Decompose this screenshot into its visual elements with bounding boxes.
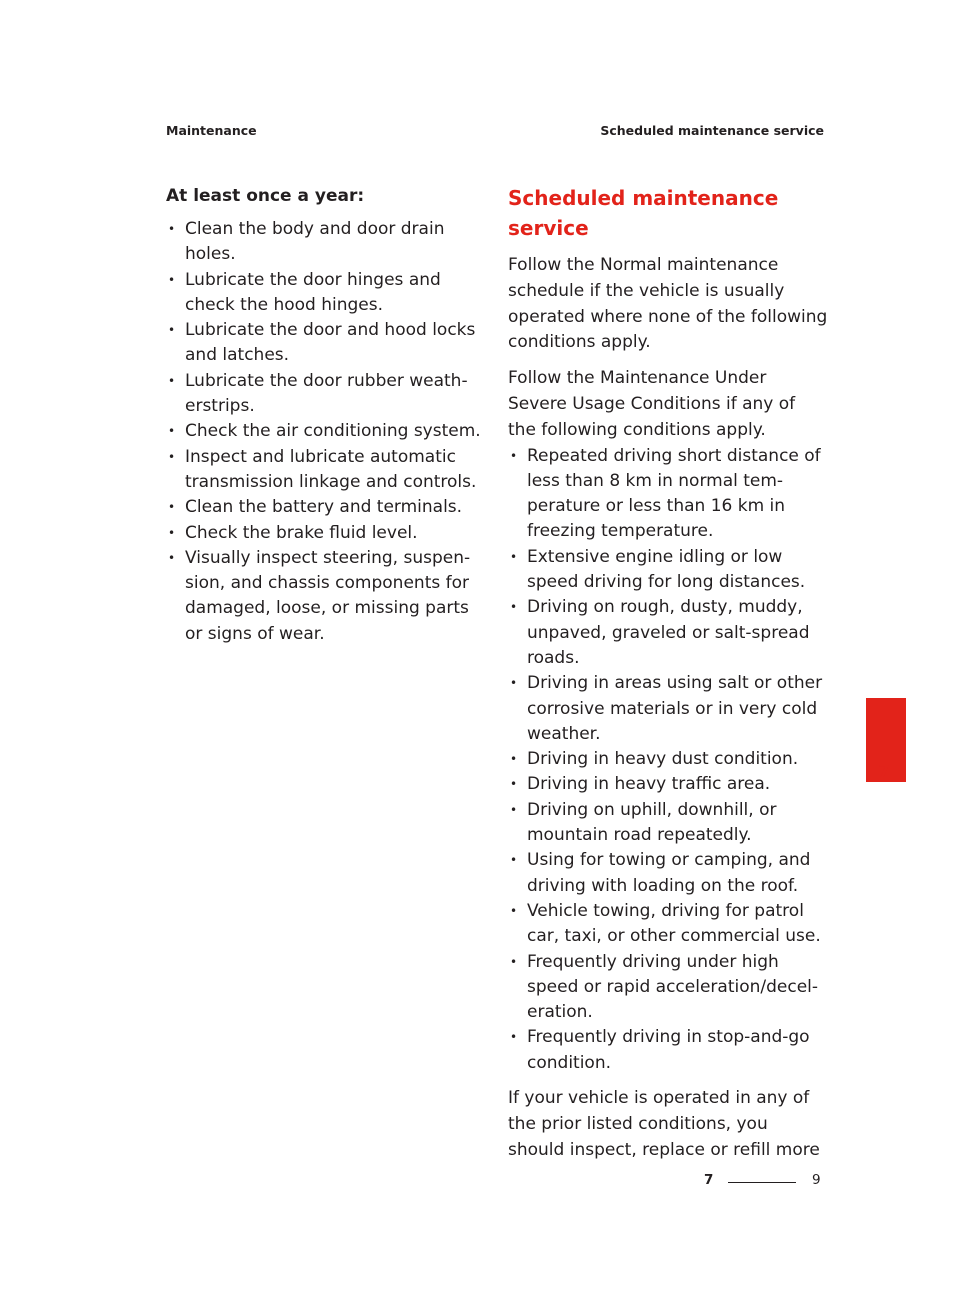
footer-divider xyxy=(728,1182,796,1183)
footer-page-number: 9 xyxy=(812,1172,821,1188)
list-item: • Driving on rough, dusty, muddy, unpaved, graveled or salt-spread roads. xyxy=(508,595,828,671)
list-item: • Lubricate the door rubber weatherstrips. xyxy=(166,369,486,420)
severe-paragraph: Follow the Maintenance Under Severe Usage Conditions if any of the following conditions apply. xyxy=(508,368,796,440)
list-item: • Check the brake fluid level. xyxy=(166,521,486,546)
list-item: • Repeated driving short distance of less than 8 km in normal temperature or less than 16 km in freezing temperature. xyxy=(508,444,828,545)
list-item: • Frequently driving under high speed or rapid acceleration/deceleration. xyxy=(508,950,828,1026)
right-column xyxy=(508,183,828,1173)
list-item: • Clean the battery and terminals. xyxy=(166,495,486,520)
yearly-heading: At least once a year: xyxy=(166,186,365,206)
list-item: • Extensive engine idling or low speed driving for long distances. xyxy=(508,545,828,596)
list-item: • Driving on uphill, downhill, or mountain road repeatedly. xyxy=(508,798,828,849)
list-item: • Driving in heavy dust condition. xyxy=(508,747,828,772)
list-item: • Driving in heavy traffic area. xyxy=(508,772,828,797)
left-column xyxy=(166,183,486,647)
list-item: • Inspect and lubricate automatic transmission linkage and controls. xyxy=(166,445,486,496)
chapter-tab-number: 7 xyxy=(878,762,890,782)
section-title: Scheduled maintenance service xyxy=(508,186,779,240)
yearly-checklist xyxy=(166,217,486,647)
running-header-section: Maintenance xyxy=(166,123,257,138)
list-item: • Check the air conditioning system. xyxy=(166,419,486,444)
list-item: • Lubricate the door and hood locks and latches. xyxy=(166,318,486,369)
intro-paragraph: Follow the Normal maintenance schedule if the vehicle is usually operated where none of the following conditions apply. xyxy=(508,255,828,353)
list-item: • Clean the body and door drain holes. xyxy=(166,217,486,268)
severe-conditions-list xyxy=(508,444,828,1076)
closing-paragraph: If your vehicle is operated in any of the prior listed conditions, you should inspect, replace or refill more xyxy=(508,1088,820,1160)
footer-chapter: 7 xyxy=(704,1172,714,1188)
list-item: • Frequently driving in stop-and-go condition. xyxy=(508,1025,828,1076)
list-item: • Visually inspect steering, suspension, and chassis components for damaged, loose, or missing parts or signs of wear. xyxy=(166,546,486,647)
running-header-title: Scheduled maintenance service xyxy=(600,123,824,138)
list-item: • Driving in areas using salt or other corrosive materials or in very cold weather. xyxy=(508,671,828,747)
list-item: • Using for towing or camping, and driving with loading on the roof. xyxy=(508,848,828,899)
list-item: • Vehicle towing, driving for patrol car, taxi, or other commercial use. xyxy=(508,899,828,950)
list-item: • Lubricate the door hinges and check the hood hinges. xyxy=(166,268,486,319)
